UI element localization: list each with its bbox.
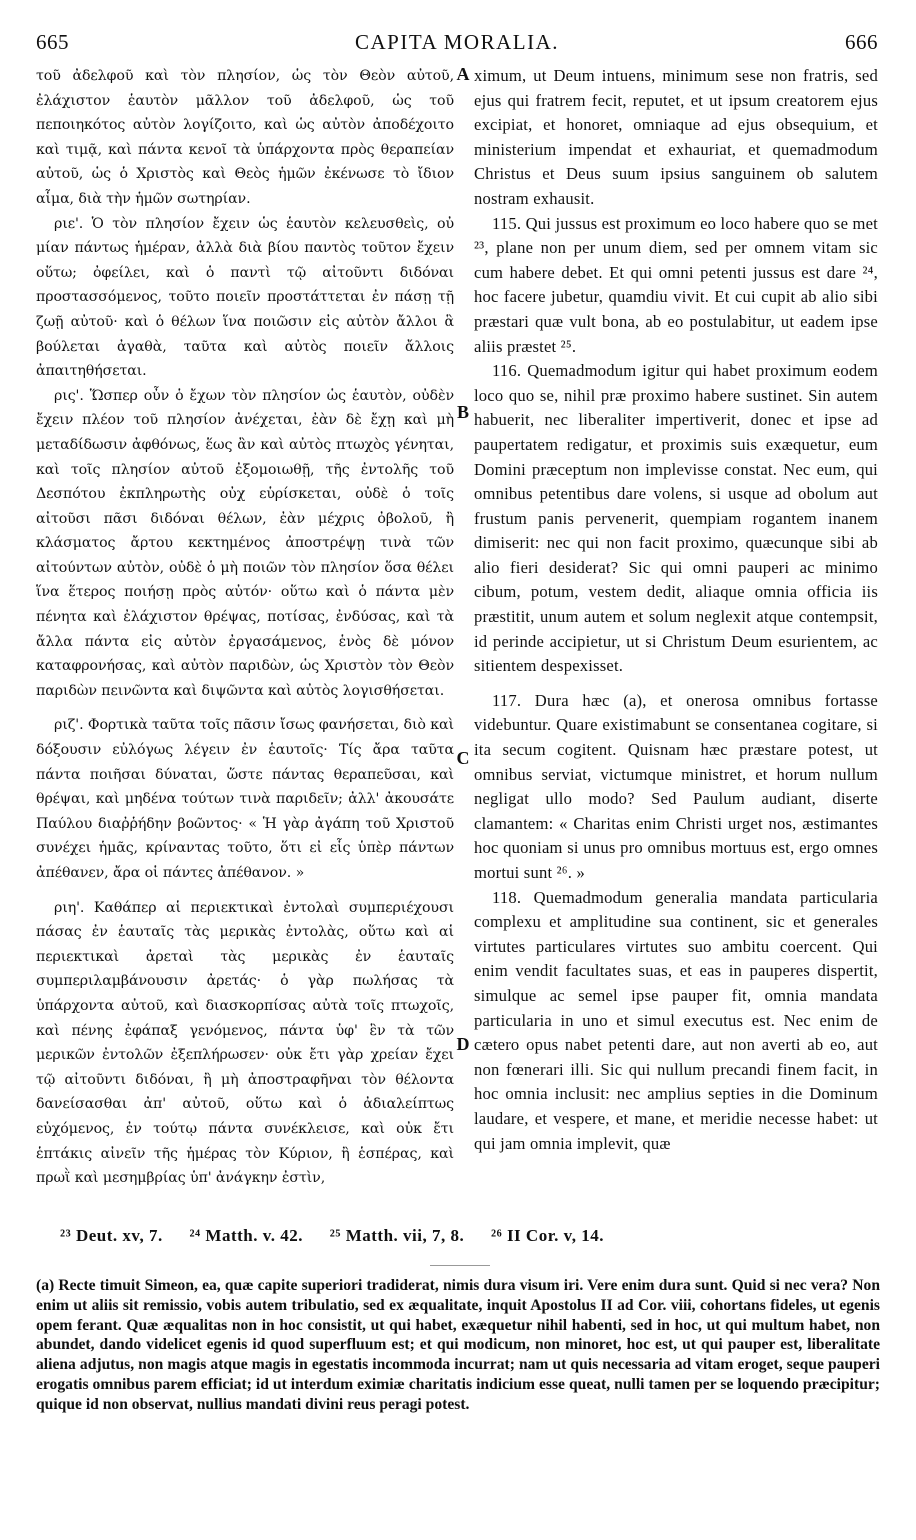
greek-column: [36, 64, 454, 1191]
margin-marker-a: A: [456, 64, 470, 84]
reference-item: ²⁶ II Cor. v, 14.: [491, 1226, 604, 1245]
left-page-number: 665: [36, 30, 69, 54]
latin-paragraph: ximum, ut Deum intuens, minimum sese non fratris, sed ejus qui fratrem fecit, reputet, et ut ipsum creatorem ejus excipiat, et honoret, omniaque ad ejus obsequium, et ministerium impendat et exhauriat, et quemadmodum Christus et Deus suum ipsius sanguinem ob salutem nostram exhausit.: [474, 66, 878, 208]
latin-paragraph: 115. Qui jussus est proximum eo loco habere quo se met ²³, plane non per unum diem, sed per omnem vitam sic cum habere debet. Et qui omni petenti jussus est dare ²⁴, hoc facere jubetur, quamdiu vivit. Et cui cupit ab alio sibi præstari quæ vult bona, ab eo postulabitur, ut eadem ipse aliis præstet ²⁵.: [474, 213, 878, 356]
page-header: [36, 30, 878, 58]
margin-marker-d: D: [456, 1034, 470, 1054]
latin-paragraph: 116. Quemadmodum igitur qui habet proximum eodem loco quo se, nihil præ proximo habere sustinet. Sin autem habuerit, nec liberaliter impertiverit, donec et ipse ad paupertatem redigatur, et proximis suis exæquetur, eum Domini præceptum non implevisse constat. Nec eum, qui omnibus petentibus dare volens, si usque ad obolum aut frustum panis pervenerit, quempiam rogantem inanem dimiserit: nec qui non facit proximo, quæcunque sibi ab alio fieri desiderat? Sic qui omni pauperi ac minimo cibum, potum, vestem dedit, aliaque omnia officia iis præstitit, unum autem et solum neglexit atque contempsit, id perinde accipietur, ut si Christum Deum esurientem, ac sitientem despexisset.: [474, 361, 878, 676]
scripture-references: [60, 1226, 876, 1246]
greek-paragraph: ριη'. Καθάπερ αἱ περιεκτικαὶ ἐντολαὶ συμπεριέχουσι πάσας ἐν ἑαυταῖς τὰς μερικὰς ἐντολὰς, οὕτω καὶ αἱ περιεκτικαὶ ἀρεταὶ τὰς μερικὰς ἐν ἑαυταῖς συμπεριλαμβάνουσιν ἀρετάς· ὁ γὰρ πωλήσας τὰ ὑπάρχοντα αὐτοῦ, καὶ διασκορπίσας αὐτὰ τοῖς πτωχοῖς, καὶ πένης ἐφάπαξ γενόμενος, πάντα ὑφ' ἓν τὰ τῶν μερικῶν ἐντολῶν ἐξεπλήρωσεν· οὐκ ἔτι γὰρ χρείαν ἔχει τῷ αἰτοῦντι διδόναι, ἢ μὴ ἀποστραφῆναι τὸν θέλοντα δανείσασθαι ἀπ' αὐτοῦ, οὕτω καὶ ὁ ἀδιαλείπτως εὐχόμενος, ἐν τούτῳ πάντα συνέκλεισε, καὶ οὐκ ἔτι ἑπτάκις αἰνεῖν τῆς ἡμέρας τὸν Κύριον, ἢ ἑσπέρας, καὶ πρωῒ καὶ μεσημβρίας ὑπ' ἀνάγκην ἐστὶν,: [36, 899, 454, 1187]
reference-item: ²⁴ Matth. v. 42.: [189, 1226, 304, 1245]
latin-paragraph: 118. Quemadmodum generalia mandata particularia complexu et amplitudine sua continent, sic et generales virtutes particulares virtutes suo ambitu coercent. Qui enim vendit facultates suas, et eas in pauperes dispertit, simulque ac semel ipse pauper fit, omnia mandata particularia in uno et simul executus est. Nec enim de cætero opus nabet petenti dare, aut non averti ab eo, aut non fœnerari illi. Sic qui nullum precandi finem facit, in hoc omnia inclusit: nec amplius septies in die Dominum laudare, et vespere, et mane, et meridie necesse habet: ut qui jam omnia implevit, quæ: [474, 887, 878, 1153]
reference-item: ²⁵ Matth. vii, 7, 8.: [329, 1226, 465, 1245]
greek-paragraph: ρις'. Ὥσπερ οὖν ὁ ἔχων τὸν πλησίον ὡς ἑαυτὸν, οὐδὲν ἔχειν πλέον τοῦ πλησίον ἀνέχεται, ἐὰν δὲ ἔχῃ καὶ μὴ μεταδίδωσιν ἀφθόνως, ἕως ἂν καὶ αὐτὸς πτωχὸς γένηται, καὶ τοῖς πλησίον αὐτοῦ ἐξομοιωθῇ, τῆς ἐντολῆς τοῦ Δεσπότου ἐκπληρωτὴς οὐχ εὑρίσκεται, οὐδὲ ὁ τοῖς αἰτοῦσι πᾶσι διδόναι θέλων, ἐὰν μέχρις ὀβολοῦ, ἢ κλάσματος ἄρτου κεκτημένος ἀποστρέψῃ τινὰ τῶν αἰτούντων αὐτὸν, οὐδὲ ὁ μὴ ποιῶν τὸν πλησίον ὅσα θέλει ἵνα ἕτερος ποιήσῃ πρὸς αὐτόν· οὕτω καὶ ὁ πάντα μὲν πένητα καὶ ἐλάχιστον θρέψας, ποτίσας, ἐνδύσας, καὶ τὰ ἄλλα πάντα εἰς αὐτὸν ἐργασάμενος, ἑνὸς δὲ μόνον καταφρονήσας, καὶ αὐτὸν παριδὼν, ὡς Χριστὸν τὸν Θεὸν παριδὼν πεινῶντα καὶ διψῶντα καὶ αὐτὸς λογισθήσεται.: [36, 387, 454, 699]
editorial-footnote: (a) Recte timuit Simeon, ea, quæ capite superiori tradiderat, nimis dura visum iri. Vere enim dura sunt. Quid si nec vera? Non enim ut aliis sit remissio, vobis autem tribulatio, sed ex æqualitate, inquit Apostolus II ad Cor. viii, cohortans fideles, ut egenis opem ferant. Quæ æqualitas non in hoc consistit, ut qui habet, exæquetur nihil habenti, sed in hoc, ut qui multum habet, non abundet, dando videlicet egenis id quod superfluum est; et qui modicum, non minoret, hoc est, ut qui pauper est, liberalitate aliena adjutus, non magis atque magis in egestatis incommoda incurrat; nam ut quis necessaria ad vitam eroget, seque pauperi erogatis omnibus parem efficiat; id ut interdum eximiæ charitatis indicium esse queat, nulli tamen per se loquendo præcipitur; quique id non observat, nullius mandati divini reus peragi potest.: [36, 1277, 880, 1413]
greek-paragraph: ριε'. Ὁ τὸν πλησίον ἔχειν ὡς ἑαυτὸν κελευσθεὶς, οὐ μίαν πάντως ἡμέραν, ἀλλὰ διὰ βίου παντὸς τοῦτον ἔχειν οὕτω; ὀφείλει, καὶ ὁ παντὶ τῷ αἰτοῦντι διδόναι προστασσόμενος, τοῦτο ποιεῖν προστάττεται ἐν πάσῃ τῇ ζωῇ αὐτοῦ· καὶ ὁ θέλων ἵνα ποιῶσιν εἰς αὐτὸν ἄλλοι ἃ βούλεται ἀγαθὰ, ταῦτα καὶ αὐτὸς ποιεῖν ἄλλοις ἀπαιτηθήσεται.: [36, 215, 454, 380]
latin-paragraph: 117. Dura hæc (a), et onerosa omnibus fortasse videbuntur. Quare existimabunt se consentanea cogitare, si ita secum cogitent. Quisnam hæc præstare potest, ut omnibus serviat, victumque ministret, et horum nullum negligat ullo modo? Sed Paulum audiant, diserte clamantem: « Charitas enim Christi urget nos, æstimantes hoc quoniam si unus pro omnibus mortuus est, ergo omnes mortui sunt ²⁶. »: [474, 690, 878, 882]
margin-marker-b: B: [456, 402, 469, 422]
latin-column: [474, 64, 878, 1156]
running-title: CAPITA MORALIA.: [355, 30, 559, 54]
greek-paragraph: τοῦ ἀδελφοῦ καὶ τὸν πλησίον, ὡς τὸν Θεὸν αὐτοῦ, ἐλάχιστον ἑαυτὸν μᾶλλον τοῦ ἀδελφοῦ, ὡς τοῦ πεποιηκότος αὐτὸν λογίζοιτο, καὶ ὡς αὐτὸν ἀποδέχοιτο καὶ τιμᾷ, καὶ πάντα κενοῖ τὰ ὑπάρχοντα πρὸς θεραπείαν αὐτοῦ, ὡς ὁ Χριστὸς καὶ Θεὸς ἡμῶν ἐκένωσε τὸ ἴδιον αἷμα, διὰ τὴν ἡμῶν σωτηρίαν.: [36, 68, 454, 207]
right-page-number: 666: [845, 30, 878, 54]
reference-item: ²³ Deut. xv, 7.: [60, 1226, 163, 1245]
margin-marker-c: C: [456, 748, 470, 768]
greek-paragraph: ριζ'. Φορτικὰ ταῦτα τοῖς πᾶσιν ἴσως φανήσεται, διὸ καὶ δόξουσιν εὐλόγως λέγειν ἐν ἑαυτοῖς· Τίς ἄρα ταῦτα πάντα ποιῆσαι δύναται, ὥστε πάντας θεραπεῦσαι, καὶ θρέψαι, καὶ μηδένα τούτων τινὰ παριδεῖν; ἀλλ' ἀκουσάτε Παύλου διαῤῥήδην βοῶντος· « Ἡ γὰρ ἀγάπη τοῦ Χριστοῦ συνέχει ἡμᾶς, κρίναντας τοῦτο, ὅτι εἰ εἷς ὑπὲρ πάντων ἀπέθανεν, ἄρα οἱ πάντες ἀπέθανον. »: [36, 717, 454, 881]
footnote-divider: [430, 1265, 490, 1266]
